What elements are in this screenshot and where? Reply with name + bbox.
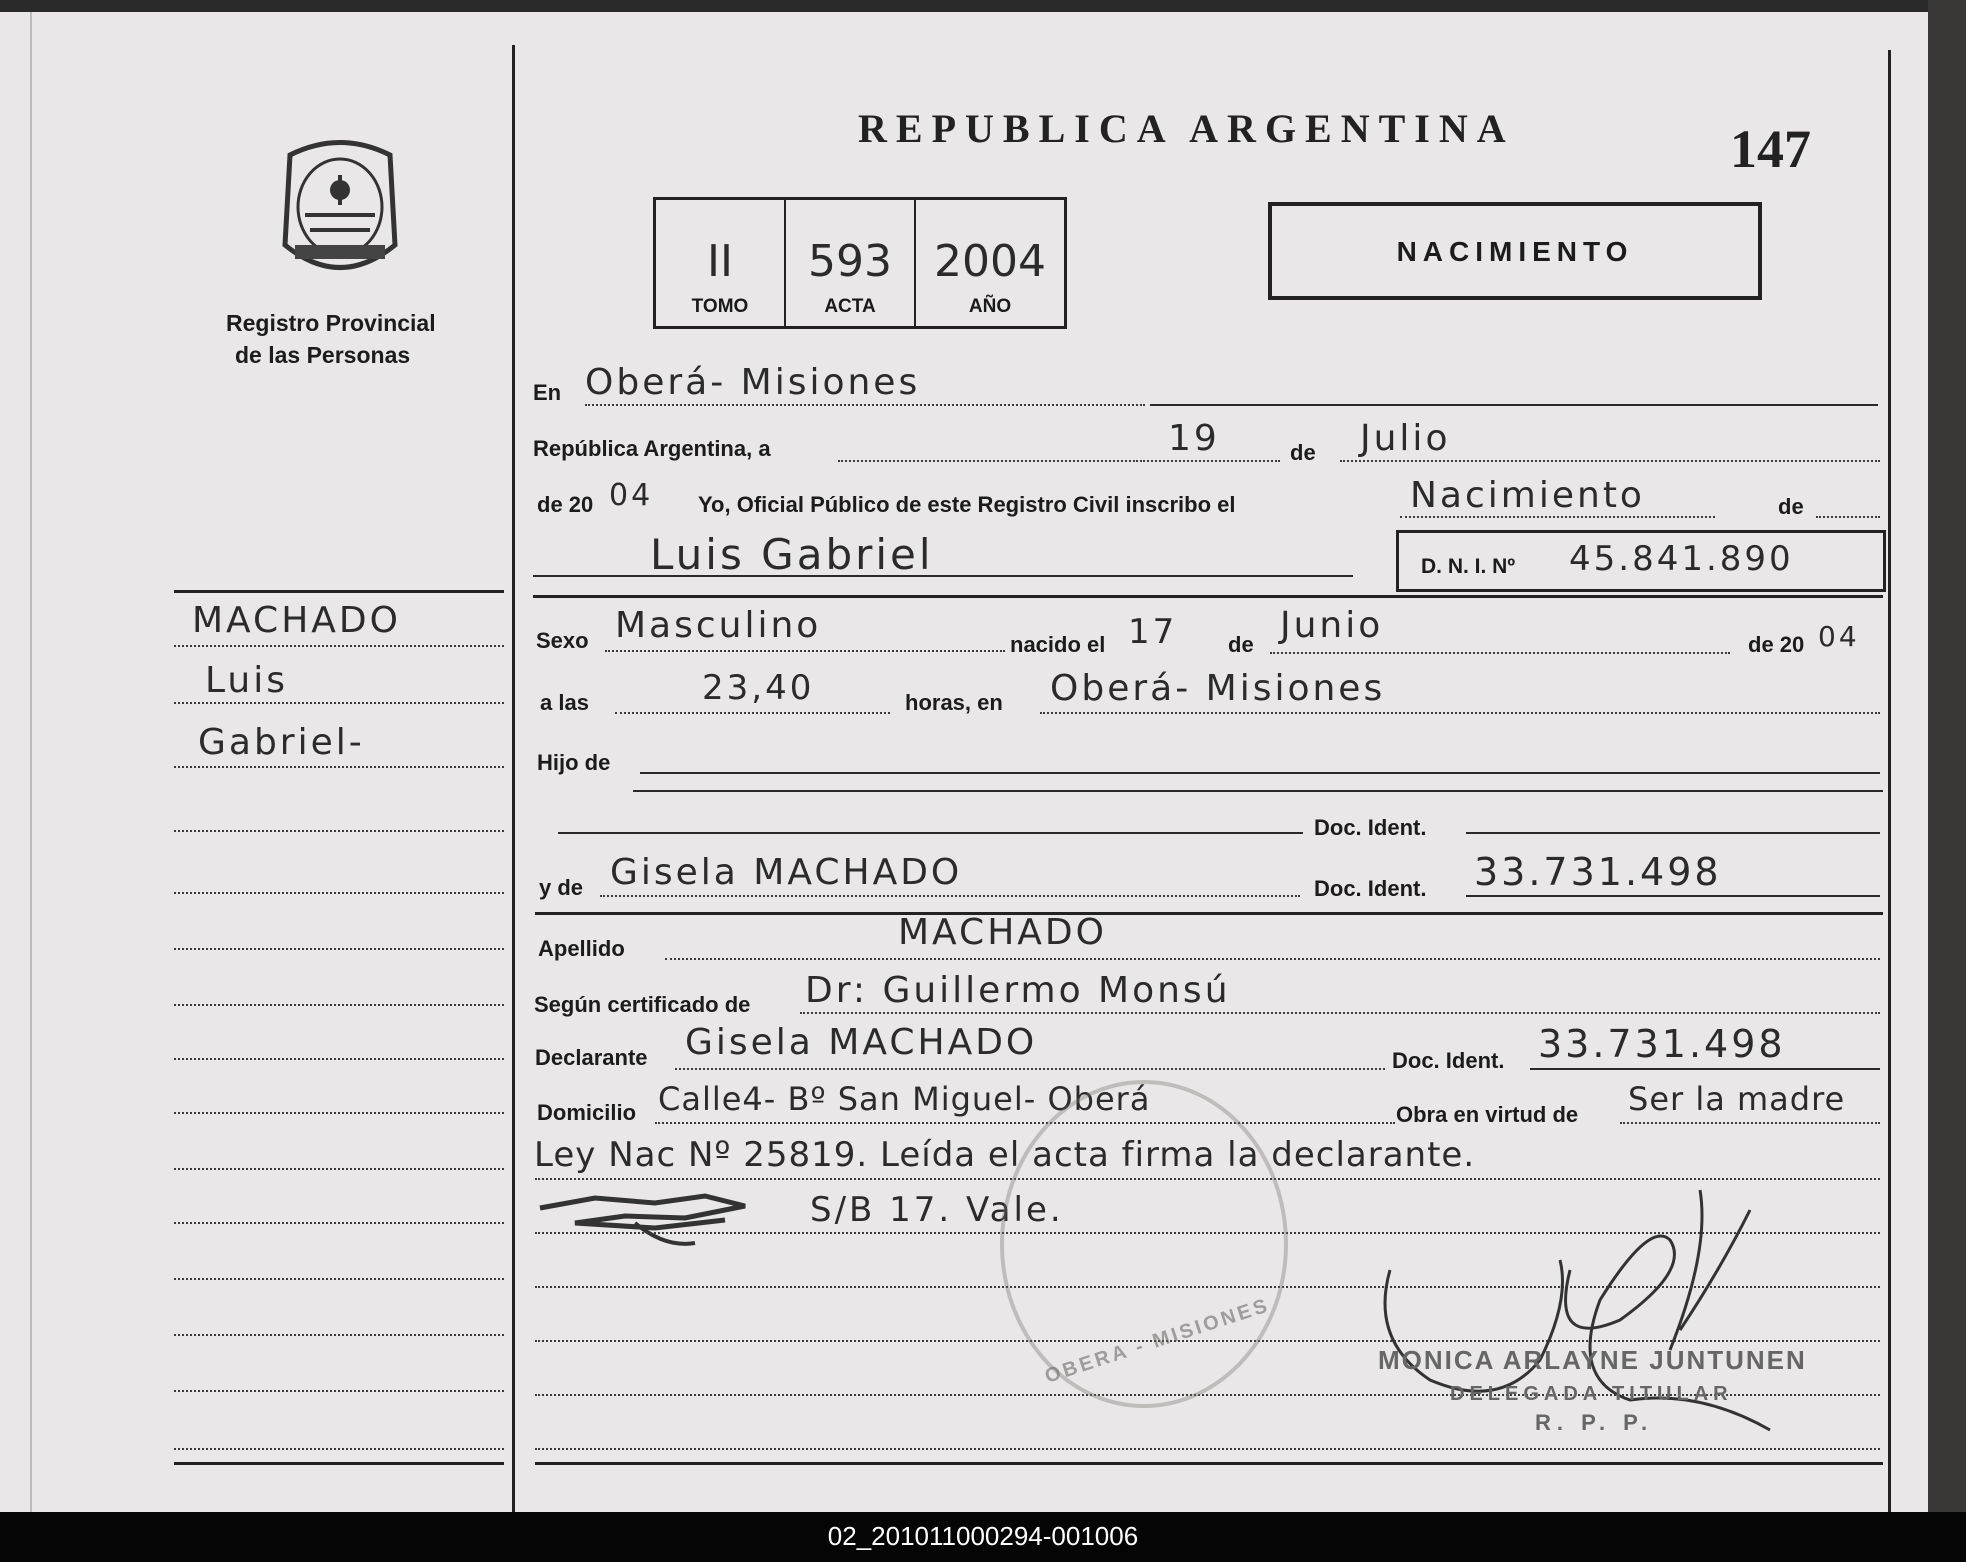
label-obra: Obra en virtud de — [1396, 1102, 1579, 1127]
record-id-box — [653, 197, 1067, 329]
label-republica: República Argentina, a — [533, 436, 771, 461]
margin-line — [174, 1390, 504, 1392]
birth-day: 17 — [1128, 612, 1178, 652]
margin-second-name: Gabriel- — [198, 722, 365, 763]
month-value: Julio — [1360, 418, 1451, 459]
label-year-prefix: de 20 — [537, 492, 594, 517]
mother-name: Gisela MACHADO — [610, 852, 963, 893]
field-line — [675, 1068, 1385, 1070]
scan-footer-id: 02_201011000294-001006 — [0, 1512, 1966, 1562]
acta-value: 593 — [808, 236, 892, 287]
label-y-de: y de — [539, 875, 584, 900]
field-line — [1150, 404, 1878, 406]
tomo-cell — [656, 200, 786, 326]
anio-label: AÑO — [968, 296, 1012, 317]
field-line — [640, 772, 1880, 774]
margin-line — [174, 1168, 504, 1170]
signature-name: MONICA ARLAYNE JUNTUNEN — [1378, 1345, 1807, 1375]
label-hijo: Hijo de — [537, 750, 611, 775]
section-rule — [535, 1462, 1883, 1465]
label-a-las: a las — [540, 690, 589, 715]
field-line — [1400, 516, 1715, 518]
obra-value: Ser la madre — [1628, 1080, 1846, 1118]
margin-line — [174, 1222, 504, 1224]
label-de3: de — [1228, 632, 1254, 657]
label-en: En — [533, 380, 562, 405]
field-line — [655, 1122, 1395, 1124]
birth-month: Junio — [1280, 605, 1384, 646]
birth-place: Oberá- Misiones — [1050, 668, 1386, 709]
record-type-box — [1268, 202, 1762, 300]
declarante-doc: 33.731.498 — [1538, 1022, 1786, 1066]
margin-line — [174, 1058, 504, 1060]
org-name-line2: de las Personas — [235, 342, 411, 368]
field-line — [665, 958, 1880, 960]
field-line — [633, 790, 1883, 792]
field-line — [1466, 832, 1880, 834]
margin-line — [174, 830, 504, 832]
label-oficial: Yo, Oficial Público de este Registro Civil inscribo el — [698, 492, 1236, 517]
provincial-emblem-icon — [270, 135, 410, 280]
segun-value: Dr: Guillermo Monsú — [805, 970, 1231, 1011]
label-sexo: Sexo — [536, 628, 589, 653]
margin-first-name: Luis — [205, 660, 288, 701]
field-line — [533, 575, 1353, 577]
margin-line — [174, 766, 504, 768]
signature-org: R. P. P. — [1535, 1410, 1654, 1435]
anio-value: 2004 — [934, 236, 1046, 287]
official-seal — [1000, 1080, 1288, 1408]
seal-text: OBERA - MISIONES — [1042, 1294, 1273, 1388]
country-title: REPUBLICA ARGENTINA — [858, 106, 1515, 151]
mother-doc: 33.731.498 — [1474, 850, 1722, 894]
label-de2: de — [1778, 494, 1804, 519]
field-line — [1466, 895, 1880, 897]
field-line — [800, 1012, 1880, 1014]
observation-line1: Ley Nac Nº 25819. Leída el acta firma la declarante. — [534, 1135, 1476, 1175]
field-line — [1816, 516, 1880, 518]
margin-line — [174, 702, 504, 704]
declarante-value: Gisela MACHADO — [685, 1022, 1038, 1063]
label-horas: horas, en — [905, 690, 1003, 715]
dni-label: D. N. I. Nº — [1421, 555, 1516, 578]
field-line — [600, 895, 1300, 897]
margin-line — [174, 645, 504, 647]
apellido-value: MACHADO — [898, 912, 1107, 953]
margin-line — [174, 1004, 504, 1006]
domicilio-value: Calle4- Bº San Miguel- Oberá — [658, 1080, 1151, 1118]
field-line — [558, 832, 1303, 834]
birth-year-suffix: 04 — [1818, 620, 1860, 653]
field-line — [1270, 652, 1730, 654]
field-line — [1530, 1068, 1880, 1070]
label-doc-ident-declarante: Doc. Ident. — [1392, 1048, 1505, 1073]
field-line — [1040, 712, 1880, 714]
acta-label: ACTA — [824, 296, 876, 317]
field-line — [838, 460, 1138, 462]
dni-value: 45.841.890 — [1569, 539, 1794, 579]
label-segun: Según certificado de — [534, 992, 751, 1017]
record-type: NACIMIENTO — [1396, 236, 1634, 267]
margin-line — [174, 1112, 504, 1114]
field-line — [605, 650, 1005, 652]
section-rule — [535, 912, 1883, 915]
field-line — [615, 712, 890, 714]
section-rule — [533, 595, 1883, 598]
field-line — [585, 404, 1145, 406]
margin-line — [174, 1448, 504, 1450]
signature-role: DELEGADA TITULAR — [1450, 1383, 1733, 1405]
tomo-value: II — [707, 236, 733, 287]
day-value: 19 — [1168, 418, 1220, 459]
acta-cell — [786, 200, 916, 326]
child-name: Luis Gabriel — [650, 530, 934, 579]
margin-line — [174, 892, 504, 894]
margin-line — [174, 948, 504, 950]
label-doc-ident: Doc. Ident. — [1314, 815, 1427, 840]
margin-line — [174, 1334, 504, 1336]
field-line — [1340, 460, 1880, 462]
label-de: de — [1290, 440, 1316, 465]
margin-bottom-rule — [174, 1462, 504, 1465]
place-value: Oberá- Misiones — [585, 362, 921, 403]
label-domicilio: Domicilio — [537, 1100, 637, 1125]
year-suffix: 04 — [609, 478, 654, 513]
hour-value: 23,40 — [702, 668, 815, 708]
label-doc-ident-mother: Doc. Ident. — [1314, 876, 1427, 901]
margin-surname: MACHADO — [192, 600, 401, 641]
margin-line — [174, 1278, 504, 1280]
right-border — [1888, 50, 1891, 1512]
label-birth-year: de 20 — [1748, 632, 1805, 657]
page-number: 147 — [1730, 119, 1811, 179]
observation-line2: S/B 17. Vale. — [810, 1190, 1064, 1230]
label-nacido: nacido el — [1010, 632, 1106, 657]
scribble-mark-icon — [535, 1188, 755, 1258]
anio-cell — [916, 200, 1064, 326]
tomo-label: TOMO — [691, 296, 749, 317]
scan-top-edge — [0, 0, 1966, 12]
org-name-line1: Registro Provincial — [226, 310, 436, 336]
fold-line — [30, 12, 32, 1512]
label-declarante: Declarante — [535, 1045, 648, 1070]
dni-box — [1396, 530, 1886, 592]
inscribo-value: Nacimiento — [1410, 475, 1645, 516]
field-line — [1620, 1122, 1880, 1124]
label-apellido: Apellido — [538, 936, 625, 961]
margin-top-rule — [174, 590, 504, 593]
scan-right-edge — [1928, 0, 1966, 1512]
field-line — [1140, 460, 1280, 462]
column-divider — [512, 45, 515, 1512]
sexo-value: Masculino — [615, 605, 822, 646]
